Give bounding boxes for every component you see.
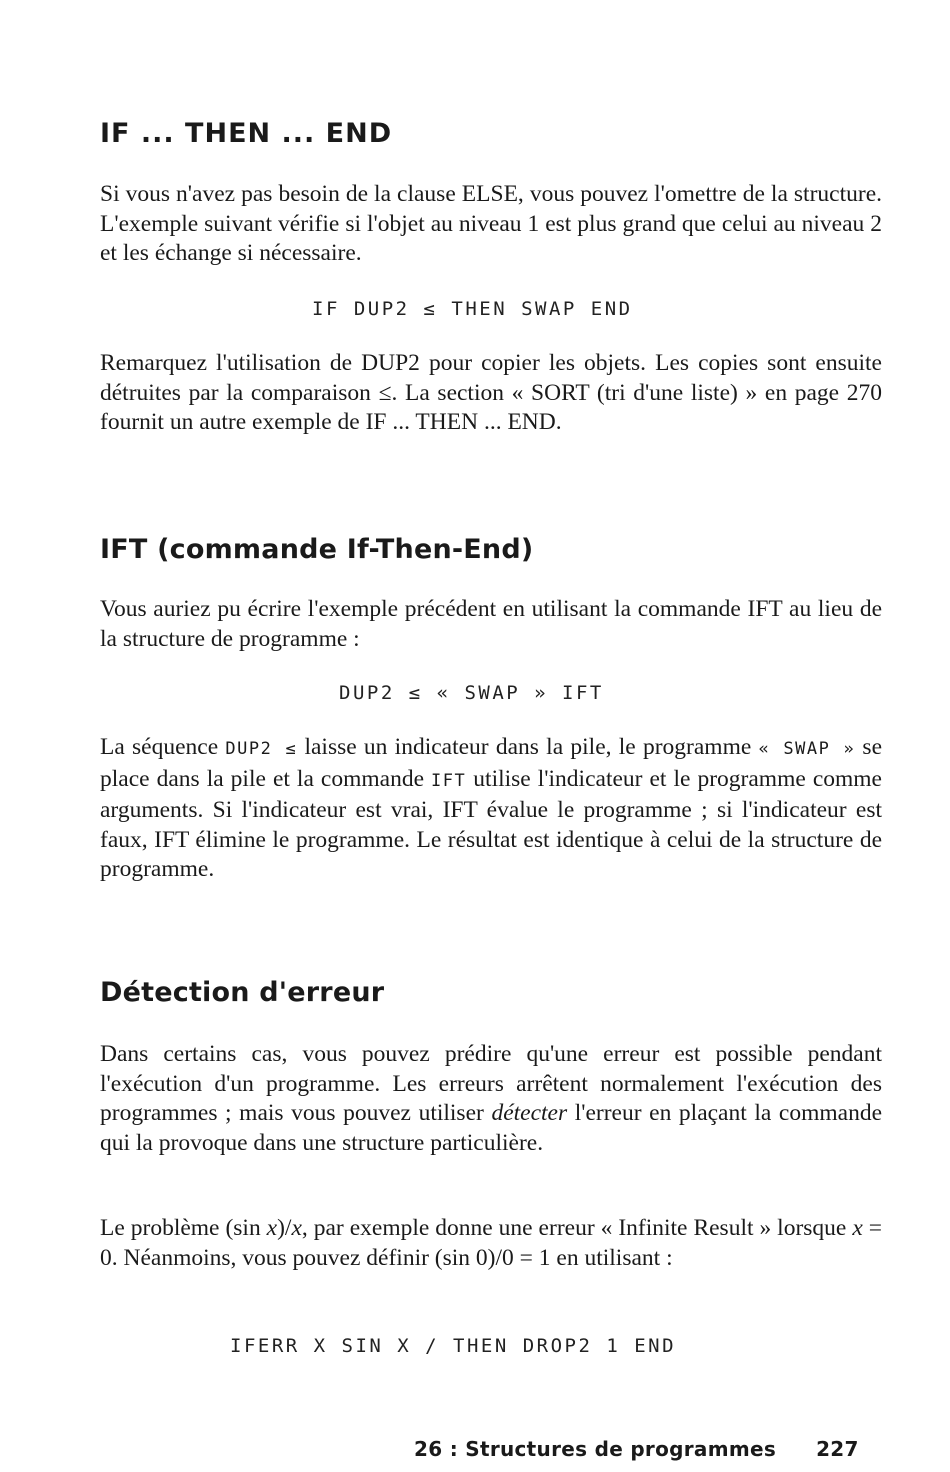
emphasis-detecter: détecter — [491, 1100, 568, 1126]
variable-x: x — [266, 1215, 278, 1241]
text-segment: , par exemple donne une erreur « Infinite Result » lorsque — [301, 1215, 853, 1241]
paragraph-if-remark: Remarquez l'utilisation de DUP2 pour copier les objets. Les copies sont ensuite détruites par la comparaison ≤. La section « SORT (tri d'une liste) » en page 270 fournit un autre exemple de IF ... THEN ... END. — [100, 350, 882, 435]
paragraph-detection-intro — [100, 1040, 882, 1158]
page-number: 227 — [816, 1437, 859, 1461]
page-footer — [414, 1437, 859, 1461]
code-example-if: IF DUP2 ≤ THEN SWAP END — [312, 298, 633, 320]
section-heading-detection: Détection d'erreur — [100, 977, 385, 1008]
text-segment: utilise l'indicateur et le programme comme arguments. Si l'indicateur est vrai, IFT évalue le programme ; si l'indicateur est faux, IFT élimine le programme. Le résultat est identique à celui de la structure de programme. — [100, 765, 882, 882]
inline-code-swap: « SWAP » — [758, 739, 856, 759]
document-page — [96, 0, 886, 1472]
paragraph-ift-explanation — [100, 733, 882, 885]
footer-chapter: 26 : Structures de programmes — [414, 1437, 777, 1461]
text-segment: Dans certains cas, vous pouvez prédire qu'une erreur est possible pendant l'exécution d'un programme. Les erreurs arrêtent normalement l'exécution des programmes ; mais vous pouvez utiliser — [100, 1041, 882, 1126]
variable-x: x — [291, 1215, 302, 1241]
text-segment: Le problème (sin — [100, 1215, 267, 1241]
inline-code-ift: IFT — [431, 770, 467, 791]
text-segment: laisse un indicateur dans la pile, le programme — [297, 734, 759, 760]
section-heading-if-then-end: IF ... THEN ... END — [100, 118, 393, 149]
code-example-iferr: IFERR X SIN X / THEN DROP2 1 END — [230, 1335, 677, 1357]
paragraph-ift-intro: Vous auriez pu écrire l'exemple précédent en utilisant la commande IFT au lieu de la structure de programme : — [100, 596, 882, 652]
variable-x: x — [852, 1215, 863, 1241]
text-segment: l'erreur en plaçant la commande qui la provoque dans une structure particulière. — [100, 1100, 882, 1156]
inline-code-dup2: DUP2 ≤ — [225, 739, 298, 759]
text-segment: = 0. Néanmoins, vous pouvez définir (sin 0)/0 = 1 en utilisant : — [100, 1215, 882, 1271]
text-segment: La séquence — [100, 734, 226, 760]
code-example-ift: DUP2 ≤ « SWAP » IFT — [339, 682, 604, 704]
paragraph-if-intro: Si vous n'avez pas besoin de la clause ELSE, vous pouvez l'omettre de la structure. L'exemple suivant vérifie si l'objet au niveau 1 est plus grand que celui au niveau 2 et les échange si nécessaire. — [100, 181, 882, 266]
text-segment: )/ — [277, 1215, 292, 1241]
paragraph-detection-example — [100, 1214, 882, 1273]
section-heading-ift: IFT (commande If-Then-End) — [100, 534, 534, 565]
text-segment: se place dans la pile et la commande — [100, 734, 883, 792]
